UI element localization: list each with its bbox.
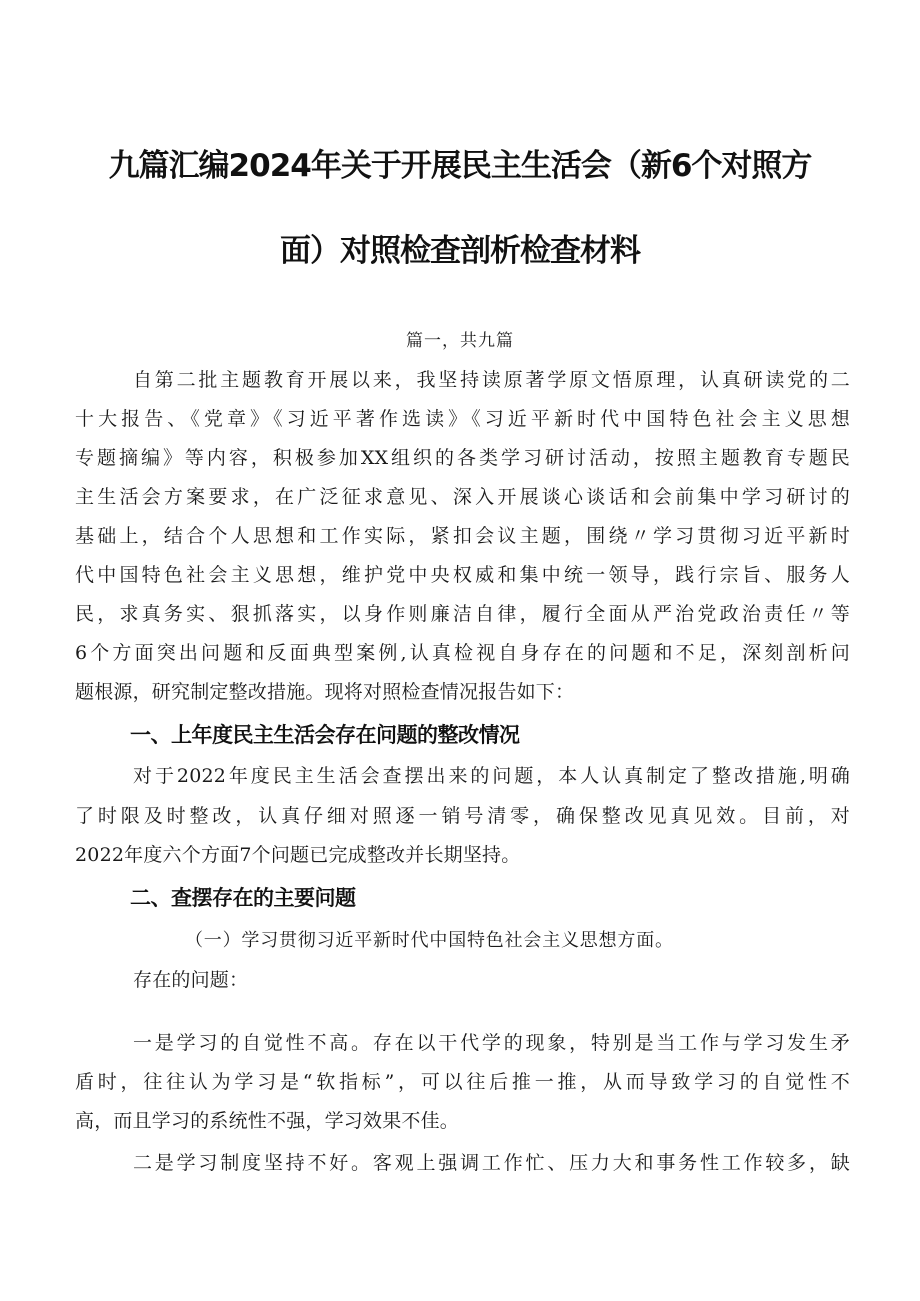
intro-line: 自第二批主题教育开展以来，我坚持读原著学原文悟原理，认真研读党的二 (133, 369, 850, 391)
document-title-line-1: 九篇汇编2024年关于开展民主生活会（新6个对照方 (108, 148, 812, 184)
problem1-line: 盾时，往往认为学习是“软指标”，可以往后推一推，从而导致学习的自觉性不 (75, 1071, 850, 1093)
intro-line: 十大报告、《党章》《习近平著作选读》《习近平新时代中国特色社会主义思想 (75, 408, 850, 430)
document-subtitle: 篇一，共九篇 (406, 331, 514, 351)
problem1-line: 一是学习的自觉性不高。存在以干代学的现象，特别是当工作与学习发生矛 (133, 1032, 850, 1054)
subsection-heading-1: （一）学习贯彻习近平新时代中国特色社会主义思想方面。 (185, 930, 674, 951)
problem1-line: 高，而且学习的系统性不强，学习效果不佳。 (75, 1110, 460, 1132)
intro-line: 主生活会方案要求，在广泛征求意见、深入开展谈心谈话和会前集中学习研讨的 (75, 486, 850, 508)
document-title-line-2: 面）对照检查剖析检查材料 (280, 233, 640, 269)
intro-line: 6个方面突出问题和反面典型案例,认真检视自身存在的问题和不足，深刻剖析问 (75, 642, 850, 664)
problem2-line: 二是学习制度坚持不好。客观上强调工作忙、压力大和事务性工作较多，缺 (133, 1152, 850, 1174)
intro-line: 题根源，研究制定整改措施。现将对照检查情况报告如下： (75, 681, 575, 703)
section-heading-1: 一、上年度民主生活会存在问题的整改情况 (130, 723, 520, 747)
problems-label: 存在的问题： (133, 969, 249, 991)
intro-line: 代中国特色社会主义思想，维护党中央权威和集中统一领导，践行宗旨、服务人 (75, 564, 850, 586)
intro-line: 民，求真务实、狠抓落实，以身作则廉洁自律，履行全面从严治党政治责任〃等 (75, 603, 850, 625)
section-heading-2: 二、查摆存在的主要问题 (130, 886, 356, 910)
section1-line: 2022年度六个方面7个问题已完成整改并长期坚持。 (75, 844, 521, 866)
section1-line: 了时限及时整改，认真仔细对照逐一销号清零，确保整改见真见效。目前，对 (75, 805, 850, 827)
intro-line: 基础上，结合个人思想和工作实际，紧扣会议主题，围绕〃学习贯彻习近平新时 (75, 525, 850, 547)
intro-line: 专题摘编》等内容，积极参加XX组织的各类学习研讨活动，按照主题教育专题民 (75, 447, 850, 469)
section1-line: 对于2022年度民主生活会查摆出来的问题，本人认真制定了整改措施,明确 (133, 765, 850, 787)
